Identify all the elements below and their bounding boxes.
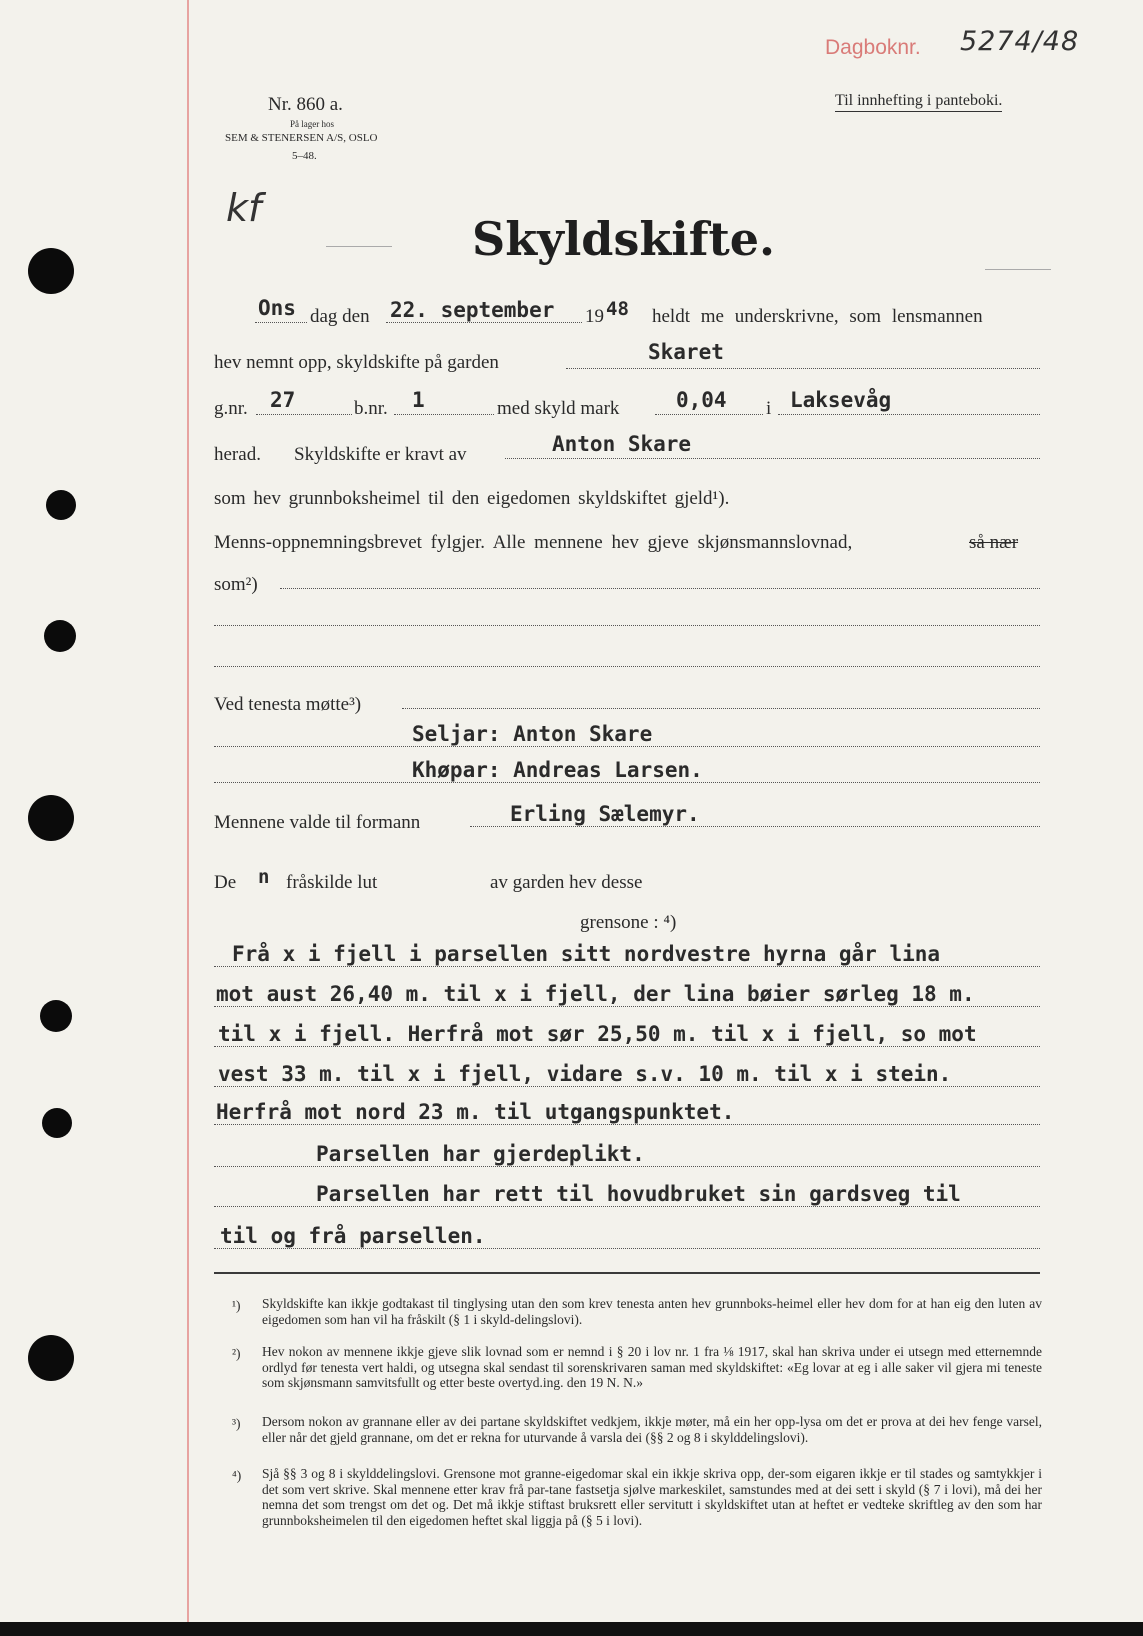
gnr-label: g.nr. — [214, 398, 248, 419]
year-prefix: 19 — [585, 306, 604, 327]
dagbok-stamp: Dagboknr. — [825, 36, 921, 59]
date-line — [386, 322, 582, 323]
boundary-line: til x i fjell. Herfrå mot sør 25,50 m. til x i fjell, so mot — [218, 1022, 977, 1046]
boundary-rule — [214, 1006, 1040, 1007]
weekday-value: Ons — [258, 296, 296, 320]
herad-line — [778, 414, 1040, 415]
punch-hole — [44, 620, 76, 652]
boundary-rule — [214, 1248, 1040, 1249]
punch-hole — [40, 1000, 72, 1032]
de-value: n — [258, 866, 270, 888]
skyld-label: med skyld mark — [497, 398, 620, 419]
boundary-line: Frå x i fjell i parsellen sitt nordvestre hyrna går lina — [232, 942, 941, 966]
de-label: De — [214, 872, 237, 893]
blank-line — [214, 625, 1040, 626]
gnr-value: 27 — [270, 388, 296, 412]
gnr-line — [256, 414, 352, 415]
garden-line — [566, 368, 1040, 369]
grensone-label: grensone : ⁴) — [580, 912, 677, 933]
dag-den-label: dag den — [310, 306, 370, 327]
punch-hole — [28, 795, 74, 841]
form-number: Nr. 860 a. — [268, 94, 343, 115]
boundary-line: til og frå parsellen. — [220, 1224, 486, 1248]
document-page: Dagboknr. 5274/48 Nr. 860 a. På lager hos SEM & STENERSEN A/S, OSLO 5–48. Til innhefting i panteboki. kf Skyldskifte. Ons dag den 22. september 19 48 heldt me underskrivne, som lensmannen hev nemnt opp, skyldskifte på garden Skaret g.nr. 27 b.nr. 1 med skyld mark 0,04 i Laksevåg herad. Skyldskifte er kravt av Anton Skare som hev grunnboksheimel til den eigedomen skyldskiftet gjeld¹). Menns-oppnemningsbrevet fylgjer. Alle mennene hev gjeve skjønsmannslovnad, så nær som²) Ved tenesta møtte³) Seljar: Anton Skare Khøpar: Andreas Larsen. Mennene valde til formann Erling Sælemyr. De n fråskilde lut av garden hev desse grensone : ⁴) Frå x i fjell i parsellen sitt nordvestre hyrna går lina mot aust 26,40 m. til x i fjell, der lina bøier sørleg 18 m. til x i fjell. Herfrå mot sør 25,50 m. til x i fjell, so mot vest 33 m. til x i fjell, vidare s.v. 10 m. til x i stein. Herfrå mot nord 23 m. til utgangspunktet. Parsellen har gjerdeplikt. Parsellen har rett til hovudbruket sin gardsveg til til og frå parsellen. ¹) Skyldskifte kan ikkje godtakast til tinglysing utan den som krev tenesta anten hev grunnboks-heimel eller hev dom for at han eig den luten av eigedomen som han vil ha fråskilt (§ 1 i skyld-delingslovi). ²) Hev nokon av mennene ikkje gjeve slik lovnad som er nemnd i § 20 i lov nr. 1 fra ⅛ 1917, skal han skriva under ei utsegn med etternemnde ordlyd før tenesta vert haldi, og utsegna skal sendast til sorenskrivaren saman med skyldskiftet: «Eg lovar at eg i alle saker vil gjera mi teneste som skjønsmann samvitsfullt og etter beste overtyd.ing. den 19 N. N.» ³) Dersom nokon av grannane eller av dei partane skyldskiftet vedkjem, ikkje møter, må ein her opp-lysa om det er prova at dei hev fenge varsel, eller når det gjeld grannane, om det er rekna for uturvande å varsla dei (§§ 2 og 8 i skylddelingslovi). ⁴) Sjå §§ 3 og 8 i skylddelingslovi. Grensone mot granne-eigedomar skal ein ikkje skriva opp, der-som eigaren ikkje er til stades og samtykkjer i det som vert skrive. Skal mennene etter krav frå par-tane fastsetja sjølve markeskilet, samstundes med at dei sett i skyld (§ 7 i lovi), må dei her nemna det som trengst om det og. Det må ikkje stiftast bruksrett eller servitutt i skyldskiftet utan at heftet er vedteke skriftleg av den som har grunnboksheimelen til den eigedomen heftet skal liggja på (§ 5 i lovi). — [0, 0, 1143, 1622]
formann-value: Erling Sælemyr. — [510, 802, 700, 826]
boundary-line: vest 33 m. til x i fjell, vidare s.v. 10 m. til x i stein. — [218, 1062, 952, 1086]
margin-line — [187, 0, 189, 1622]
kjopar-value: Khøpar: Andreas Larsen. — [412, 758, 703, 782]
punch-hole — [46, 490, 76, 520]
boundary-rule — [214, 1166, 1040, 1167]
dagbok-number: 5274/48 — [960, 26, 1080, 57]
kravt-label: Skyldskifte er kravt av — [294, 444, 467, 465]
herad-label: herad. — [214, 444, 261, 465]
boundary-line: Parsellen har rett til hovudbruket sin gardsveg til — [316, 1182, 961, 1206]
publisher-line2: SEM & STENERSEN A/S, OSLO — [225, 132, 378, 144]
seljar-line — [214, 746, 1040, 747]
boundary-rule — [214, 966, 1040, 967]
boundary-rule — [214, 1206, 1040, 1207]
herad-value: Laksevåg — [790, 388, 892, 412]
boundary-rule — [214, 1086, 1040, 1087]
i-label: i — [766, 398, 772, 419]
boundary-rule — [214, 1046, 1040, 1047]
title-mark-left — [326, 246, 392, 247]
bnr-label: b.nr. — [354, 398, 388, 419]
footnote-separator — [214, 1272, 1040, 1274]
boundary-line: Herfrå mot nord 23 m. til utgangspunktet. — [216, 1100, 735, 1124]
garden-desse-label: av garden hev desse — [490, 872, 643, 893]
boundary-line: Parsellen har gjerdeplikt. — [316, 1142, 645, 1166]
initials: kf — [226, 186, 262, 230]
boundary-rule — [214, 1124, 1040, 1125]
punch-hole — [28, 248, 74, 294]
punch-hole — [28, 1335, 74, 1381]
year-value: 48 — [606, 298, 629, 320]
fraskilde-label: fråskilde lut — [286, 872, 378, 893]
date-value: 22. september — [390, 298, 555, 322]
garden-label: hev nemnt opp, skyldskifte på garden — [214, 352, 499, 373]
tenesta-label: Ved tenesta møtte³) — [214, 694, 362, 715]
som-line — [280, 588, 1040, 589]
formann-label: Mennene valde til formann — [214, 812, 421, 833]
blank-line — [214, 666, 1040, 667]
filing-instruction: Til innhefting i panteboki. — [835, 92, 1002, 112]
garden-value: Skaret — [648, 340, 724, 364]
kravt-value: Anton Skare — [552, 432, 692, 456]
seljar-value: Seljar: Anton Skare — [412, 722, 653, 746]
skyld-line — [655, 414, 763, 415]
struck-text: så nær — [969, 532, 1019, 553]
punch-hole — [42, 1108, 72, 1138]
kjopar-line — [214, 782, 1040, 783]
page-title: Skyldskifte. — [472, 212, 776, 266]
skyld-value: 0,04 — [676, 388, 727, 412]
menn-text: Menns-oppnemningsbrevet fylgjer. Alle mennene hev gjeve skjønsmannslovnad, — [214, 532, 853, 553]
weekday-line — [255, 322, 307, 323]
title-mark-right — [985, 269, 1051, 270]
kravt-line — [505, 458, 1040, 459]
formann-line — [470, 826, 1040, 827]
bnr-value: 1 — [412, 388, 425, 412]
held-text: heldt me underskrivne, som lensmannen — [652, 306, 983, 327]
tenesta-line — [402, 708, 1040, 709]
som-label: som²) — [214, 574, 258, 595]
bnr-line — [394, 414, 494, 415]
grunnbok-text: som hev grunnboksheimel til den eigedomen skyldskiftet gjeld¹). — [214, 488, 730, 509]
publisher-line1: På lager hos — [290, 119, 334, 129]
boundary-line: mot aust 26,40 m. til x i fjell, der lina bøier sørleg 18 m. — [216, 982, 975, 1006]
publisher-line3: 5–48. — [292, 150, 317, 162]
